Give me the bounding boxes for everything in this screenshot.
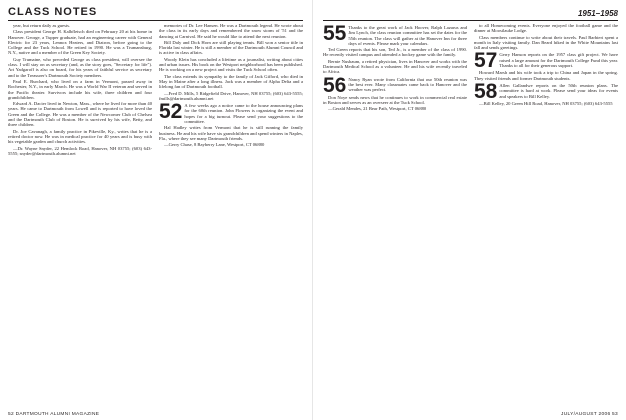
paragraph: Paul E. Burchard, who lived on a farm in Vermont, passed away in Rochester, N.Y., in early March. He was a World War II veteran and served in the Pacific theater. Survivors include his wife, three children and four grandchildren. <box>8 78 152 100</box>
entry-text: A few weeks ago a notice came to the house announcing plans for the 60th reunion. John Flowers is organizing the event and hopes for a big turnout. Please send your suggestions to the committee. <box>184 103 303 125</box>
text-column <box>159 23 303 411</box>
paragraph: —Gerry Chase, 8 Bayberry Lane, Westport, CT 06880 <box>164 142 265 148</box>
page-header <box>8 0 303 18</box>
header-rule <box>323 20 618 21</box>
paragraph: Edward A. Dacier lived in Newton, Mass., where he lived for more than 40 years. He came to Dartmouth from Lowell and is reported to have loved the Green and the College. He was a member of the Newcomer Club of Chelsea and the Dartmouth Club of Boston. He is survived by his wife, Betty, and three children. <box>8 101 152 128</box>
header-rule <box>8 20 303 21</box>
right-page <box>313 0 626 420</box>
class-year-number: 58 <box>474 80 498 104</box>
paragraph: Hal Hadley writes from Vermont that he is still running the family business. He and his wife have six grandchildren and spend winters in Naples, Fla., where they see many Dartmouth friends. <box>159 125 303 141</box>
class-year-number: 57 <box>474 49 498 73</box>
paragraph: memories of Dr. Lee Hansen. He was a Dartmouth legend. He wrote about the class in its early days and remembered the snow storm of '51 and the dancing at Carnival. He said he would like to attend the next reunion. <box>159 23 303 39</box>
page-footer: 52 DARTMOUTH ALUMNI MAGAZINE <box>8 412 100 417</box>
paragraph: —Bill Kelley, 20 Green Hill Road, Hanover, NH 03755; (603) 643-5555 <box>479 101 613 107</box>
page-footer: JULY/AUGUST 2006 53 <box>561 412 618 417</box>
paragraph: Class members continue to write about their travels. Paul Barbieri spent a month in Italy visiting family. Dan Beard hiked in the White Mountains last fall and sends greetings. <box>474 34 618 51</box>
entry-text: Allen Gallandwe reports on the 50th reunion plans. The committee is hard at work. Please send your ideas for events and speakers to Bill Kelley. <box>499 83 618 99</box>
text-column <box>474 23 618 411</box>
entry-text: Thanks to the great work of Jack Hoover, Ralph Lazarus and Jim Lynch, the class reunion committee has set the dates for the 55th reunion. The class will gather at the Hanover Inn for three days of events. Please mark your calendars. <box>348 25 467 46</box>
paragraph: Dr. Joe Cavanagh, a family practice in Pikeville, Ky., writes that he is a retired doctor now. He was in medical practice for 40 years and is busy with his vegetable garden and church activities. <box>8 128 152 145</box>
paragraph: Ted Green reports that his son, Ted Jr., is a member of the class of 1990. He recently visited campus and attended a hockey game with the family. <box>323 47 467 58</box>
paragraph: Class president George H. Kalbfleisch died on February 20 at his home in Hanover. George, a Tupper graduate, had an engineering career with General Electric for 23 years, Lennox Heaters, and Diatron, before going to the College and the Tuck School. He retired in 1990. He was a Trumansburg, N.Y., native and a member of the Green Key Society. <box>8 29 152 56</box>
text-columns <box>323 23 618 411</box>
section-title: CLASS NOTES <box>8 6 98 18</box>
paragraph: Howard Marsh and his wife took a trip to China and Japan in the spring. They visited friends and former Dartmouth students. <box>474 70 618 81</box>
class-entry <box>323 73 467 97</box>
paragraph: —Gerald Mendes, 21 Bear Path, Westport, CT 06880 <box>328 106 427 112</box>
class-entry <box>159 100 303 125</box>
class-years: 1951–1958 <box>577 9 618 18</box>
paragraph: Guy Trumaine, who preceded George as class president, will oversee the class. I will stay on as secretary (and, as the story goes, "Secretary for life"). Art Yadgaroff is also on board, for his years of faithful service as secretary and to the Treasurer's Dartmouth Society members. <box>8 56 152 78</box>
text-column <box>8 23 152 411</box>
text-columns <box>8 23 303 411</box>
class-entry <box>323 25 467 46</box>
paragraph: The class extends its sympathy to the family of Jack Gifford, who died in May in Maine after a long illness. Jack was a member of Alpha Delta and a lifelong fan of Dartmouth football. <box>159 73 303 90</box>
paragraph: —Dr. Wayne Snyder, 22 Hemlock Road, Hanover, NH 03755; (603) 643-5555; snyder@dartmouth.alumni.net <box>8 145 152 156</box>
paragraph: to all Homecoming events. Everyone enjoyed the football game and the dinner at Moosilauke Lodge. <box>474 23 618 34</box>
entry-text: Gerry Hanson reports on the 1957 class gift project. We have raised a large amount for the Dartmouth College Fund this year. Thanks to all for their generous support. <box>499 52 618 69</box>
paragraph: Bernie Nusbaum, a retired physician, lives in Hanover and works with the Dartmouth Medical School as a volunteer. He and his wife recently traveled to Africa. <box>323 58 467 75</box>
class-entry <box>474 49 618 73</box>
class-year-number: 56 <box>323 73 347 97</box>
paragraph: Bill Daly and Dick Horn are still playing tennis. Bill won a senior title in Florida last winter. He is still a member of the Dartmouth Alumni Council and is active in class affairs. <box>159 39 303 56</box>
class-year-number: 55 <box>323 23 347 45</box>
paragraph: year, but return daily as guests. <box>13 23 71 28</box>
page-header <box>323 0 618 18</box>
class-year-number: 52 <box>159 100 183 124</box>
entry-text: Nancy Ryan wrote from California that our 50th reunion was the best ever. Many classmates came back to Hanover and the weather was perfect. <box>348 76 467 93</box>
text-column <box>323 23 467 411</box>
paragraph: Woody Klein has concluded a lifetime as a journalist, writing about cities and urban issues. His book on the Westport neighborhood has been published. He is working on a new project and visits the Tuck School often. <box>159 56 303 73</box>
paragraph: —Fred D. Mills, 5 Ridgefield Drive, Hanover, NH 03755; (603) 643-5555; fmills@dartmouth.alumni.net <box>159 90 303 101</box>
paragraph: Don Noye sends news that he continues to work in commercial real estate in Boston and serves as an overseer at the Tuck School. <box>323 94 467 105</box>
